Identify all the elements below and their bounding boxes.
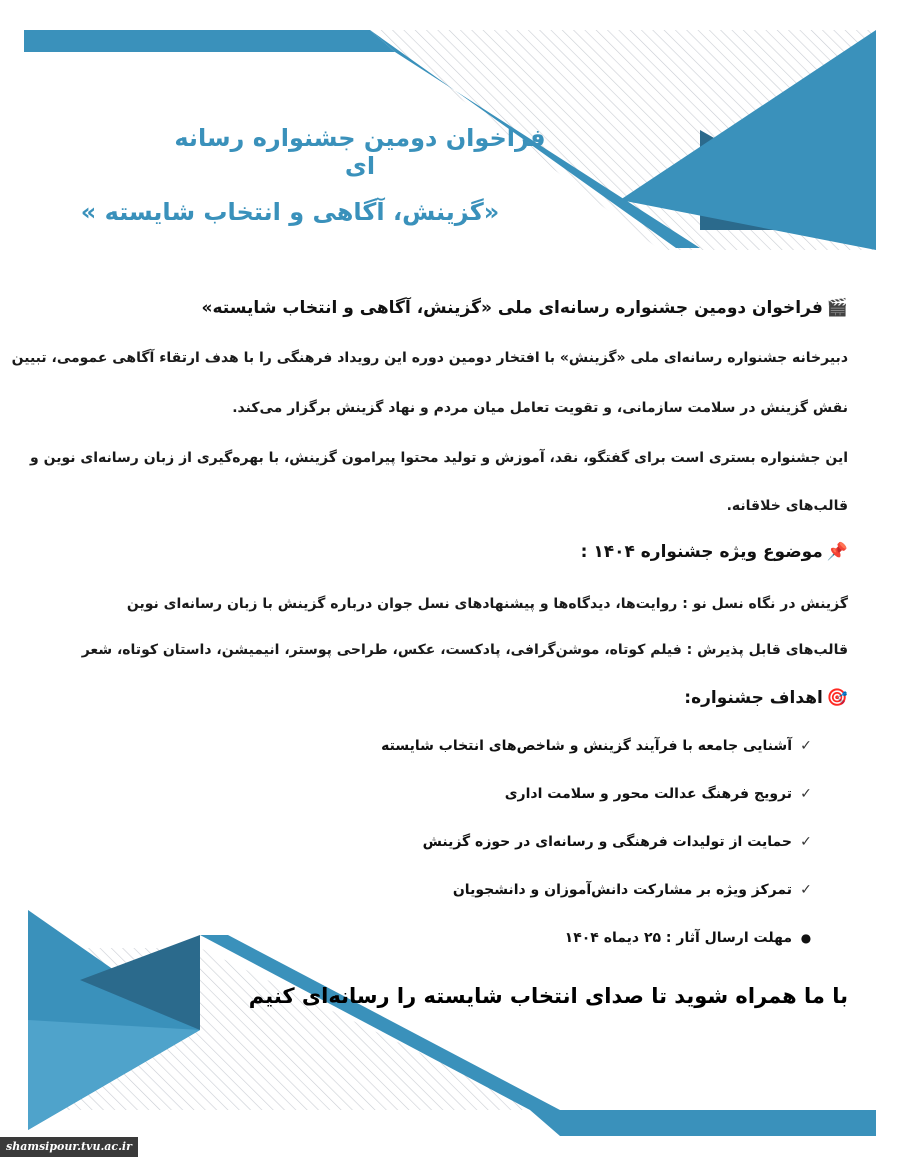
list-item: ✓تمرکز ویژه بر مشارکت دانش‌آموزان و دانشجویان bbox=[453, 882, 820, 898]
topic-heading-text: موضوع ویژه جشنواره ۱۴۰۴ : bbox=[580, 542, 823, 562]
goals-heading-text: اهداف جشنواره: bbox=[684, 688, 823, 708]
checkmark-icon: ✓ bbox=[800, 882, 812, 898]
clapperboard-icon: 🎬 bbox=[826, 298, 848, 318]
main-heading bbox=[201, 298, 848, 318]
goals-heading bbox=[684, 688, 848, 708]
checkmark-icon: ✓ bbox=[800, 834, 812, 850]
page-title-line-2: «گزینش، آگاهی و انتخاب شایسته » bbox=[80, 198, 500, 226]
topic-heading bbox=[581, 542, 848, 562]
checkmark-icon: ✓ bbox=[800, 786, 812, 802]
target-icon: 🎯 bbox=[826, 688, 848, 708]
list-item: ✓آشنایی جامعه با فرآیند گزینش و شاخص‌های انتخاب شایسته bbox=[381, 738, 820, 754]
pushpin-icon: 📌 bbox=[826, 542, 848, 562]
intro-line-4: قالب‌های خلاقانه. bbox=[726, 498, 848, 514]
checkmark-icon: ✓ bbox=[800, 738, 812, 754]
top-blue-bar bbox=[24, 30, 395, 52]
bullet-icon: ● bbox=[800, 931, 812, 945]
list-item: ✓حمایت از تولیدات فرهنگی و رسانه‌ای در حوزه گزینش bbox=[423, 834, 820, 850]
list-item: ✓ترویج فرهنگ عدالت محور و سلامت اداری bbox=[505, 786, 820, 802]
site-watermark: shamsipour.tvu.ac.ir bbox=[0, 1137, 138, 1157]
page-title-line-1: فراخوان دومین جشنواره رسانه ای bbox=[174, 124, 546, 180]
intro-line-1: دبیرخانه جشنواره رسانه‌ای ملی «گزینش» با افتخار دومین دوره این رویداد فرهنگی را با هدف ارتقاء آگاهی عمومی، تبیین bbox=[11, 350, 848, 366]
formats-line: قالب‌های قابل پذیرش : فیلم کوتاه، موشن‌گرافی، پادکست، عکس، طراحی پوستر، انیمیشن، داستان کوتاه، شعر bbox=[81, 642, 848, 658]
topic-line: گزینش در نگاه نسل نو : روایت‌ها، دیدگاه‌ها و پیشنهادهای نسل جوان درباره گزینش با زبان رسانه‌ای نوین bbox=[126, 596, 848, 612]
deadline-item: ●مهلت ارسال آثار : ۲۵ دیماه ۱۴۰۴ bbox=[565, 930, 820, 946]
intro-line-2: نقش گزینش در سلامت سازمانی، و تقویت تعامل میان مردم و نهاد گزینش برگزار می‌کند. bbox=[232, 400, 848, 416]
closing-slogan: با ما همراه شوید تا صدای انتخاب شایسته را رسانه‌ای کنیم bbox=[248, 984, 848, 1008]
bottom-blue-bar bbox=[530, 1110, 876, 1136]
main-heading-text: فراخوان دومین جشنواره رسانه‌ای ملی «گزینش، آگاهی و انتخاب شایسته» bbox=[201, 298, 823, 318]
intro-line-3: این جشنواره بستری است برای گفتگو، نقد، آموزش و تولید محتوا پیرامون گزینش، با بهره‌گیری از زبان رسانه‌ای نوین و bbox=[30, 450, 848, 466]
